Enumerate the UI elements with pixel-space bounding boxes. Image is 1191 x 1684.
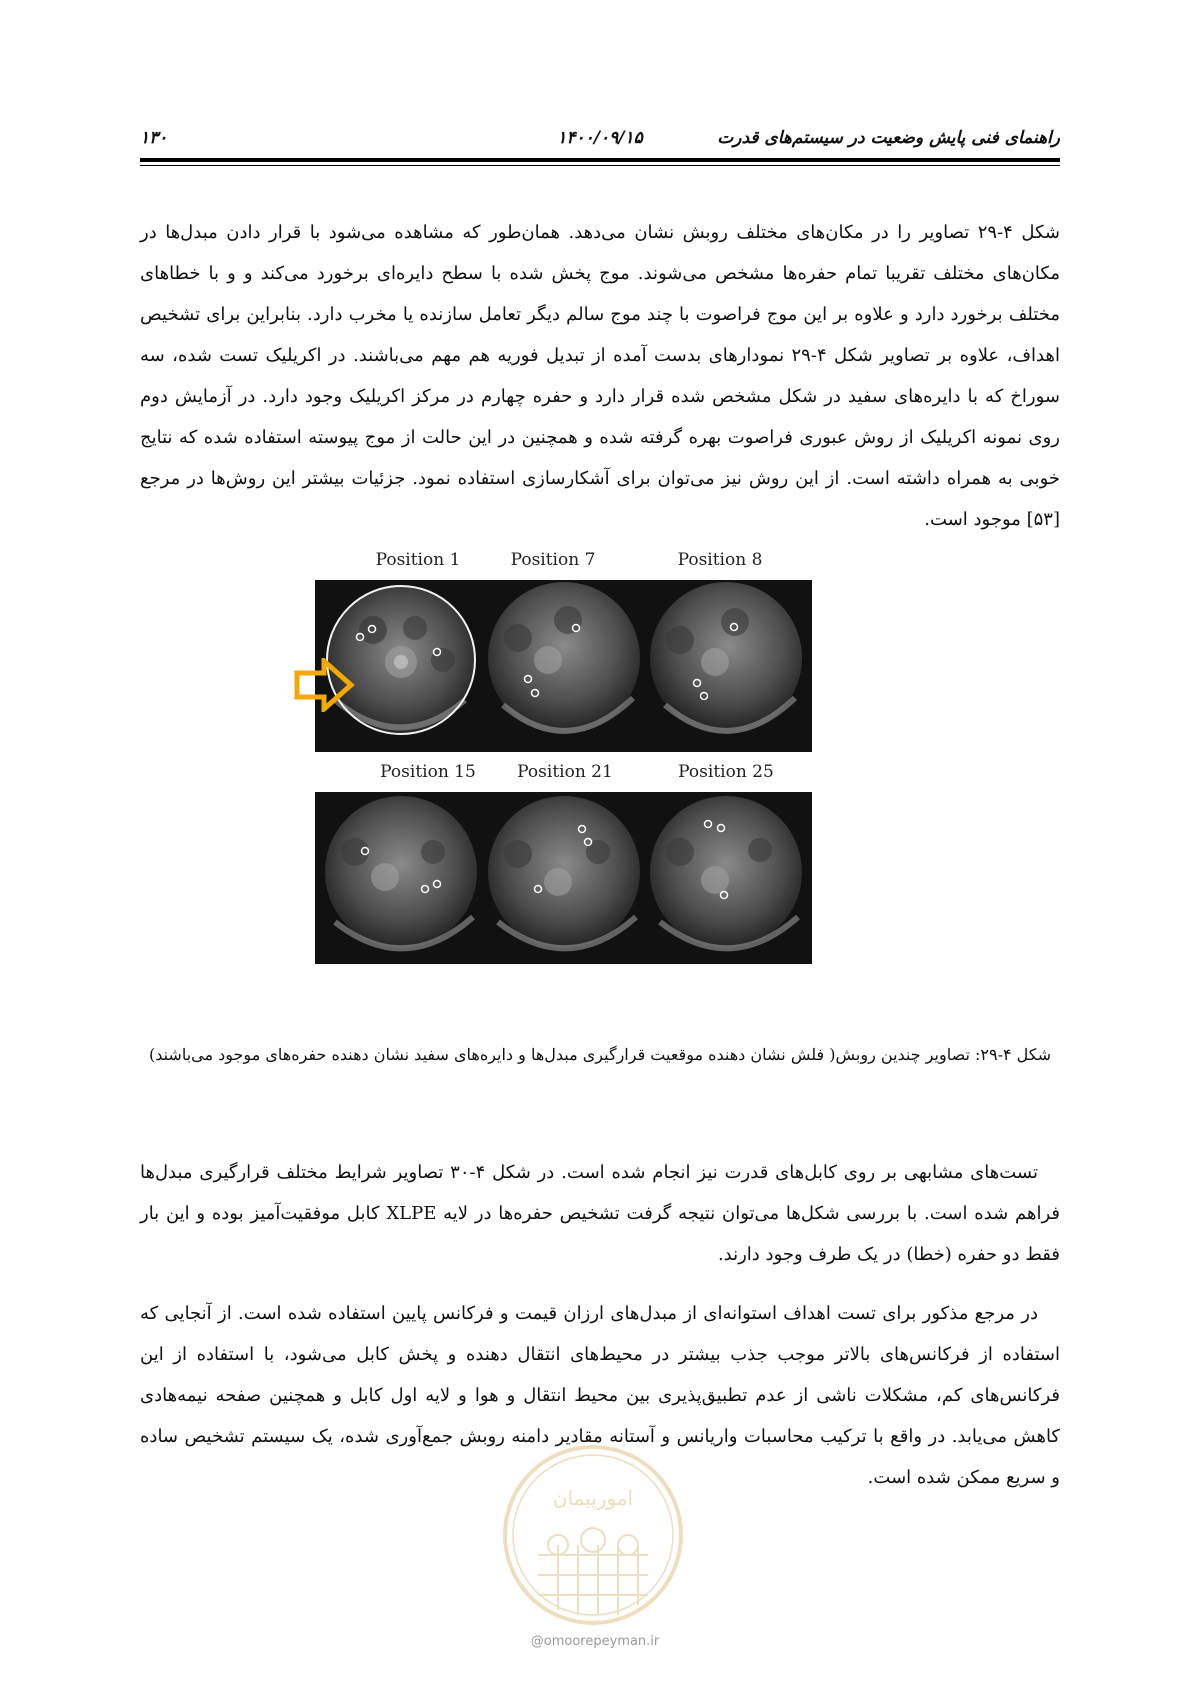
paragraph-2: تست‌های مشابهی بر روی کابل‌های قدرت نیز انجام شده است. در شکل ۴-۳۰ تصاویر شرایط مختلف قرارگیری مبدل‌ها فراهم شده است. با بررسی شکل‌ها می‌توان نتیجه گرفت تشخیص حفره‌ها در لایه XLPE کابل موفقیت‌آمیز بوده و این بار فقط دو حفره (خطا) در یک طرف وجود دارند. [140, 1162, 1060, 1265]
scan-figure [338, 550, 858, 1035]
transducer-arrow-icon [294, 658, 356, 712]
label-position-15: Position 15 [380, 762, 476, 782]
watermark-url: @omoorepeyman.ir [530, 1634, 660, 1649]
header-rule-thick [140, 158, 1060, 162]
scan-image-position-8 [640, 580, 812, 752]
paragraph-3: در مرجع مذکور برای تست اهداف استوانه‌ای از مبدل‌های ارزان قیمت و فرکانس پایین استفاده شده است. از آنجایی که استفاده از فرکانس‌های بالاتر موجب جذب بیشتر در محیط‌های انتقال دهنده و پخش کابل می‌شود، با استفاده از این فرکانس‌های کم، مشکلات ناشی از عدم تطبیق‌پذیری بین محیط انتقال و هوا و لایه اول کابل و همچنین صفحه نیمه‌هادی کاهش می‌یابد. در واقع با ترکیب محاسبات واریانس و آستانه مقادیر دامنه روبش جمع‌آوری شده، یک سیستم تشخیص ساده و سریع ممکن شده است. [140, 1303, 1060, 1488]
page-header [140, 128, 1060, 158]
header-title: راهنمای فنی پایش وضعیت در سیستم‌های قدرت [717, 128, 1060, 148]
watermark-logo-text: امورپیمان [552, 1486, 634, 1510]
watermark-logo [498, 1435, 688, 1635]
label-position-8: Position 8 [677, 550, 763, 570]
label-position-21: Position 21 [517, 762, 613, 782]
label-position-1: Position 1 [375, 550, 461, 570]
paragraph-1: شکل ۴-۲۹ تصاویر را در مکان‌های مختلف روبش نشان می‌دهد. همان‌طور که مشاهده می‌شود با قرار دادن مبدل‌ها در مکان‌های مختلف تقریبا تمام حفره‌ها مشخص می‌شوند. موج پخش شده با سطح دایره‌ای برخورد می‌کند و و با خطاهای مختلف برخورد دارد و علاوه بر این موج فراصوت با چند موج سالم دیگر تعامل سازنده یا مخرب دارد. بنابراین برای تشخیص اهداف، علاوه بر تصاویر شکل ۴-۲۹ نمودارهای بدست آمده از تبدیل فوریه هم مهم می‌باشند. در اکریلیک تست شده، سه سوراخ که با دایره‌های سفید در شکل مشخص شده قرار دارد و حفره چهارم در مرکز اکریلیک وجود دارد. در آزمایش دوم روی نمونه اکریلیک از روش عبوری فراصوت بهره گرفته شده و همچنین در این حالت از موج پیوسته استفاده شده که نتایج خوبی به همراه داشته است. از این روش نیز می‌توان برای آشکارسازی استفاده نمود. جزئیات بیشتر این روش‌ها در مرجع [۵۳] موجود است. [140, 222, 1060, 530]
label-position-7: Position 7 [510, 550, 596, 570]
label-position-25: Position 25 [678, 762, 774, 782]
header-rule-thin [140, 165, 1060, 166]
scan-image-position-7 [478, 580, 650, 752]
figure-caption: شکل ۴-۲۹: تصاویر چندین روبش( فلش نشان دهنده موقعیت قرارگیری مبدل‌ها و دایره‌های سفید نشان دهنده حفره‌های موجود می‌باشند) [148, 1045, 1052, 1064]
header-date: ۱۴۰۰/۰۹/۱۵ [557, 128, 643, 148]
scan-image-position-15 [315, 792, 487, 964]
page-number: ۱۳۰ [140, 128, 168, 148]
scan-image-position-25 [640, 792, 812, 964]
scan-image-position-21 [478, 792, 650, 964]
